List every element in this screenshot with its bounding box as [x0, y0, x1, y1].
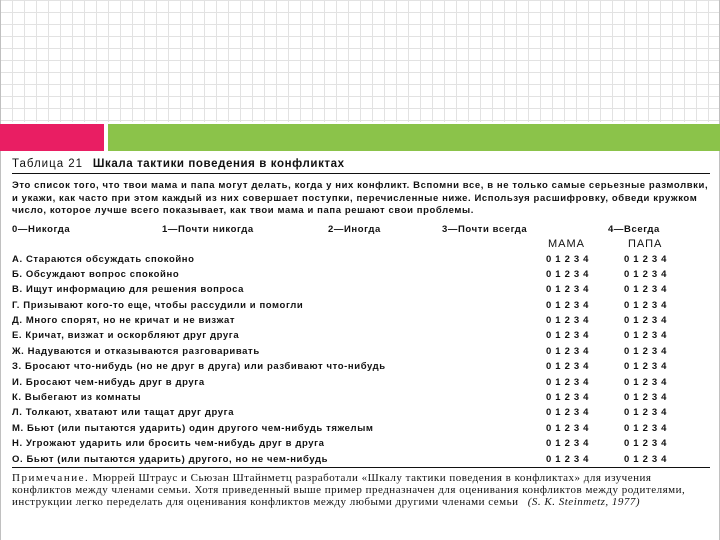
table-row	[12, 421, 710, 436]
row-papa-scale: 01234	[624, 422, 671, 434]
table-row	[12, 267, 710, 282]
table-row	[12, 282, 710, 297]
grid-background	[0, 0, 720, 122]
column-header-mama: МАМА	[548, 237, 585, 250]
row-label: Д. Много спорят, но не кричат и не визжат	[12, 315, 236, 327]
row-mama-scale: 01234	[546, 345, 593, 357]
row-papa-scale: 01234	[624, 361, 671, 373]
row-mama-scale: 01234	[546, 407, 593, 419]
row-papa-scale: 01234	[624, 376, 671, 388]
table-row	[12, 436, 710, 451]
row-mama-scale: 01234	[546, 253, 593, 265]
scale-item-0: 0—Никогда	[12, 223, 71, 235]
row-papa-scale: 01234	[624, 392, 671, 404]
table-row	[12, 405, 710, 420]
row-papa-scale: 01234	[624, 268, 671, 280]
column-headers	[12, 238, 710, 252]
row-mama-scale: 01234	[546, 376, 593, 388]
accent-bar-pink	[0, 124, 104, 151]
row-mama-scale: 01234	[546, 315, 593, 327]
row-label: Л. Толкают, хватают или тащат друг друга	[12, 407, 235, 419]
row-label: О. Бьют (или пытаются ударить) другого, но не чем-нибудь	[12, 453, 329, 465]
row-mama-scale: 01234	[546, 392, 593, 404]
row-label: М. Бьют (или пытаются ударить) один другого чем-нибудь тяжелым	[12, 422, 374, 434]
note-citation: (S. K. Steinmetz, 1977)	[527, 495, 641, 508]
table-row	[12, 375, 710, 390]
row-label: Н. Угрожают ударить или бросить чем-нибудь друг в друга	[12, 438, 325, 450]
row-label: Е. Кричат, визжат и оскорбляют друг друга	[12, 330, 240, 342]
table-row	[12, 328, 710, 343]
rating-scale	[12, 224, 710, 238]
table-body	[12, 252, 710, 467]
row-papa-scale: 01234	[624, 284, 671, 296]
table-heading: Шкала тактики поведения в конфликтах	[92, 158, 345, 170]
row-label: А. Стараются обсуждать спокойно	[12, 253, 195, 265]
row-mama-scale: 01234	[546, 268, 593, 280]
table-row	[12, 313, 710, 328]
row-papa-scale: 01234	[624, 438, 671, 450]
row-mama-scale: 01234	[546, 299, 593, 311]
table-row	[12, 452, 710, 467]
row-papa-scale: 01234	[624, 407, 671, 419]
row-label: З. Бросают что-нибудь (но не друг в друга) или разбивают что-нибудь	[12, 361, 386, 373]
table-note	[12, 472, 710, 508]
note-text: Мюррей Штраус и Сьюзан Штайнметц разработали «Шкалу тактики поведения в конфликтах» для изучения конфликтов между членами семьи. Хотя приведенный выше пример предназначен для оценивания конфликтов между родителями, инструкции легко переделать для оценивания конфликтов между любыми другими членами семьи	[12, 471, 686, 508]
top-rule	[12, 173, 710, 174]
row-mama-scale: 01234	[546, 330, 593, 342]
row-label: Б. Обсуждают вопрос спокойно	[12, 268, 180, 280]
row-label: Г. Призывают кого-то еще, чтобы рассудили и помогли	[12, 299, 304, 311]
table-title-row	[12, 156, 710, 172]
accent-bar-green	[108, 124, 720, 151]
row-mama-scale: 01234	[546, 284, 593, 296]
column-header-papa: ПАПА	[628, 237, 663, 250]
table-row	[12, 390, 710, 405]
document-table	[12, 156, 710, 508]
row-papa-scale: 01234	[624, 330, 671, 342]
row-label: И. Бросают чем-нибудь друг в друга	[12, 376, 205, 388]
row-label: К. Выбегают из комнаты	[12, 392, 142, 404]
note-label: Примечание.	[12, 471, 90, 484]
row-mama-scale: 01234	[546, 453, 593, 465]
row-mama-scale: 01234	[546, 361, 593, 373]
row-papa-scale: 01234	[624, 253, 671, 265]
scale-item-2: 2—Иногда	[328, 223, 381, 235]
scale-item-1: 1—Почти никогда	[162, 223, 254, 235]
row-papa-scale: 01234	[624, 299, 671, 311]
table-row	[12, 298, 710, 313]
table-row	[12, 252, 710, 267]
scale-item-3: 3—Почти всегда	[442, 223, 528, 235]
frame-left-border	[0, 0, 1, 540]
row-papa-scale: 01234	[624, 453, 671, 465]
row-papa-scale: 01234	[624, 345, 671, 357]
row-mama-scale: 01234	[546, 438, 593, 450]
bottom-rule	[12, 467, 710, 468]
row-mama-scale: 01234	[546, 422, 593, 434]
table-row	[12, 344, 710, 359]
intro-paragraph: Это список того, что твои мама и папа могут делать, когда у них конфликт. Вспомни все, в не только самые серьезные размолвки, и укажи, как часто при этом каждый из них совершает поступки, перечисленные ниже. Используя расшифровку, обведи кружком число, которое лучше всего показывает, как твои мама и папа решают свои проблемы.	[12, 180, 709, 216]
table-caption: Таблица 21	[12, 158, 84, 170]
table-row	[12, 359, 710, 374]
scale-item-4: 4—Всегда	[608, 223, 660, 235]
row-label: Ж. Надуваются и отказываются разговаривать	[12, 345, 260, 357]
row-label: В. Ищут информацию для решения вопроса	[12, 284, 245, 296]
row-papa-scale: 01234	[624, 315, 671, 327]
